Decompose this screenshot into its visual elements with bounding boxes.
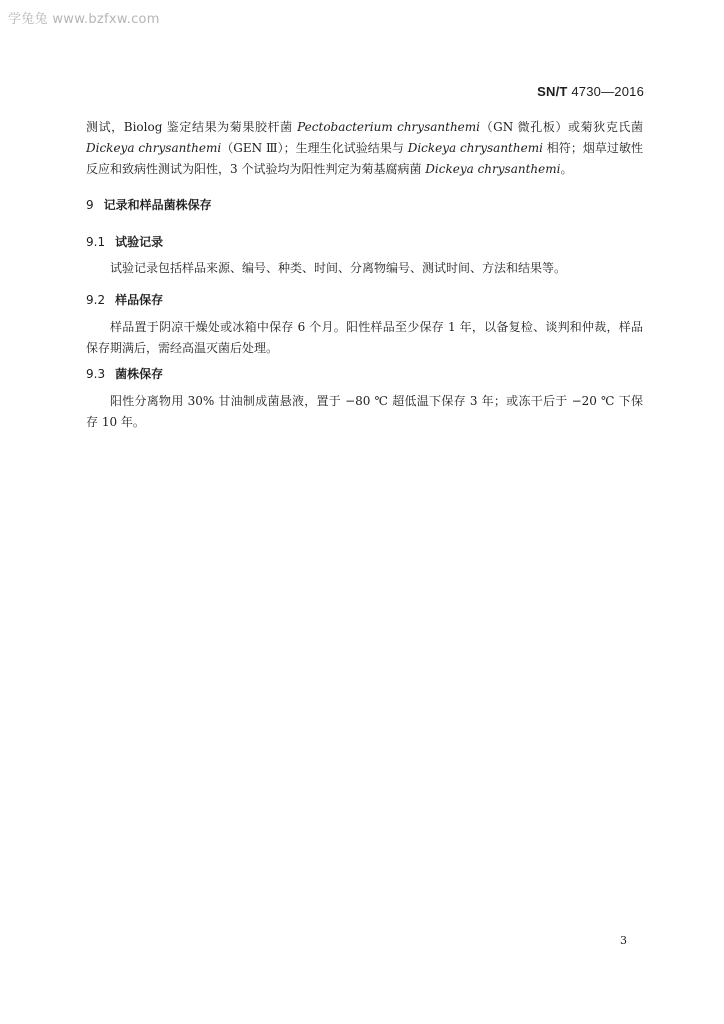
intro-text-1: 测试，Biolog 鉴定结果为菊果胶杆菌 — [86, 120, 298, 134]
species-name-4: Dickeya chrysanthemi — [425, 162, 561, 176]
standard-prefix: SN/T — [537, 84, 568, 99]
section-9-3-text: 阳性分离物用 30% 甘油制成菌悬液，置于 −80 ℃ 超低温下保存 3 年；或冻干后于 −20 ℃ 下保存 10 年。 — [86, 394, 643, 429]
species-name-1: Pectobacterium chrysanthemi — [297, 120, 480, 134]
section-9-1-heading — [86, 233, 163, 250]
intro-text-5: 。 — [560, 162, 573, 176]
section-9-1-text: 试验记录包括样品来源、编号、种类、时间、分离物编号、测试时间、方法和结果等。 — [110, 261, 567, 275]
section-9-2-title: 样品保存 — [115, 293, 164, 307]
section-9-2-heading — [86, 291, 163, 308]
section-9-2-text: 样品置于阴凉干燥处或冰箱中保存 6 个月。阳性样品至少保存 1 年，以备复检、谈判和仲裁，样品保存期满后，需经高温灭菌后处理。 — [86, 320, 643, 355]
section-9-3-heading — [86, 365, 163, 382]
section-9-number: 9 — [86, 198, 94, 212]
intro-text-4: 相符；烟草过敏性反应和致病性测试为阳性，3 个试验均为阳性判定为菊基腐病菌 — [86, 141, 643, 176]
watermark: 学兔兔 www.bzfxw.com — [8, 12, 160, 27]
section-9-3-title: 菌株保存 — [115, 367, 164, 381]
section-9-title: 记录和样品菌株保存 — [103, 198, 212, 212]
species-name-2: Dickeya chrysanthemi — [86, 141, 222, 155]
intro-text-3: （GEN Ⅲ）；生理生化试验结果与 — [221, 141, 408, 155]
intro-paragraph — [86, 117, 643, 180]
species-name-3: Dickeya chrysanthemi — [407, 141, 543, 155]
standard-code — [537, 84, 644, 99]
section-9-heading — [86, 196, 212, 213]
section-9-1-title: 试验记录 — [115, 235, 164, 249]
section-9-3-number: 9.3 — [86, 367, 106, 381]
intro-text-2: （GN 微孔板）或菊狄克氏菌 — [480, 120, 643, 134]
section-9-1-number: 9.1 — [86, 235, 106, 249]
page-number: 3 — [620, 934, 627, 947]
section-9-2-number: 9.2 — [86, 293, 106, 307]
standard-number: 4730—2016 — [571, 84, 644, 99]
